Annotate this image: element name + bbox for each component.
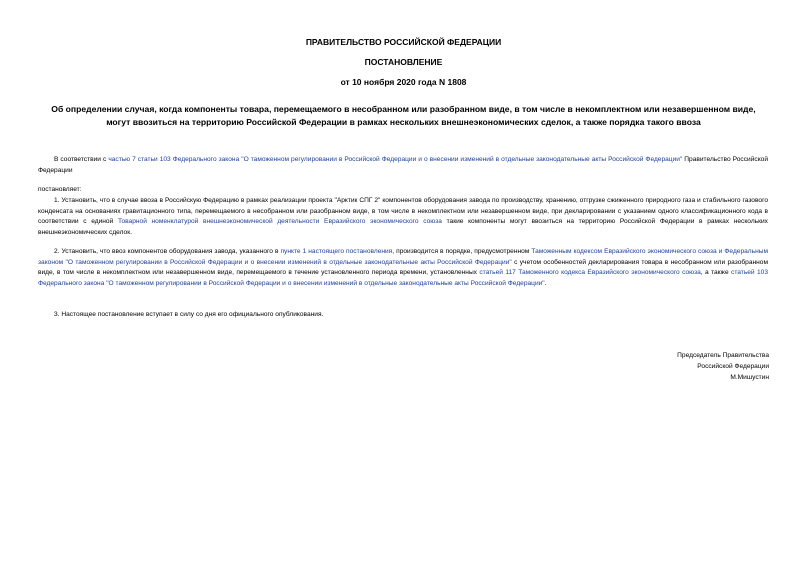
title-line-2: могут ввозиться на территорию Российской Федерации в рамках нескольких внешнеэкономических сделок, а также порядка такого ввоза bbox=[106, 117, 701, 127]
signature-line-1: Председатель Правительства bbox=[677, 352, 769, 359]
item-1-text: 1. Установить, что в случае ввоза в Российскую Федерацию в рамках реализации проекта "Арктик СПГ 2" компонентов оборудования завода по производству, хранению, отгрузке сжиженного природного газа и стабильного газового конденсата на основаниях гравитационного типа, перемещаемого в несобранном или разобранном виде, в том числе в некомплектном или незавершенном виде, при декларировании с указанием одного классификационного кода в соответствии с единой bbox=[38, 197, 768, 226]
signature-block bbox=[569, 350, 769, 383]
item-2-text-1: 2. Установить, что ввоз компонентов оборудования завода, указанного в bbox=[54, 248, 281, 255]
item-1-text-end: такие компоненты могут ввозиться на территорию Российской Федерации в рамках нескольких внешнеэкономических сделок. bbox=[38, 218, 768, 236]
preamble-text: В соответствии с bbox=[54, 156, 109, 163]
item-2-text-3: с учетом особенностей декларирования товара в несобранном или разобранном виде, в том числе в некомплектном или незавершенном виде, перемещаемого в течение установленного периода времени, установленных bbox=[38, 258, 768, 277]
item-2-article-117-link[interactable]: статьей 117 Таможенного кодекса Евразийского экономического союза bbox=[479, 269, 701, 277]
preamble bbox=[38, 155, 768, 176]
title-line-1: Об определении случая, когда компоненты товара, перемещаемого в несобранном или разобранном виде, в том числе в некомплектном или незавершенном виде, bbox=[51, 104, 756, 114]
item-2-article-103-link[interactable]: статьей 103 Федерального закона "О таможенном регулировании в Российской Федерации и о внесении изменений в отдельные законодательные акты Российской Федерации" bbox=[38, 269, 768, 287]
item-2-clause-link[interactable]: пункте 1 настоящего постановления bbox=[280, 248, 393, 255]
item-2-text-4: , а также bbox=[700, 269, 732, 277]
signature-line-2: Российской Федерации bbox=[697, 363, 769, 370]
document-title bbox=[30, 103, 777, 129]
item-2-customs-code-link[interactable]: Таможенным кодексом Евразийского экономического союза и Федеральным законом "О таможенном регулировании в Российской Федерации и о внесении изменений в отдельные законодательные акты Российской Федерации" bbox=[38, 248, 768, 266]
signature-name: М.Мишустин bbox=[730, 374, 769, 381]
government-heading: ПРАВИТЕЛЬСТВО РОССИЙСКОЙ ФЕДЕРАЦИИ bbox=[305, 37, 502, 47]
item-2-text-2: , производится в порядке, предусмотренном bbox=[392, 248, 532, 255]
resolves-label: постановляет: bbox=[38, 186, 82, 193]
document-type: ПОСТАНОВЛЕНИЕ bbox=[364, 57, 443, 67]
item-3: 3. Настоящее постановление вступает в силу со дня его официального опубликования. bbox=[54, 311, 324, 318]
item-2 bbox=[38, 247, 768, 289]
preamble-text-end: Правительство Российской Федерации bbox=[38, 156, 768, 174]
item-1 bbox=[38, 196, 768, 238]
preamble-law-link[interactable]: частью 7 статьи 103 Федерального закона "О таможенном регулировании в Российской Федерации и о внесении изменений в отдельные законодательные акты Российской Федерации" bbox=[108, 156, 683, 163]
item-2-text-5: . bbox=[544, 279, 547, 287]
document-date-number: от 10 ноября 2020 года N 1808 bbox=[340, 77, 467, 87]
item-1-nomenclature-link[interactable]: Товарной номенклатурой внешнеэкономической деятельности Евразийского экономического союза bbox=[117, 218, 442, 226]
